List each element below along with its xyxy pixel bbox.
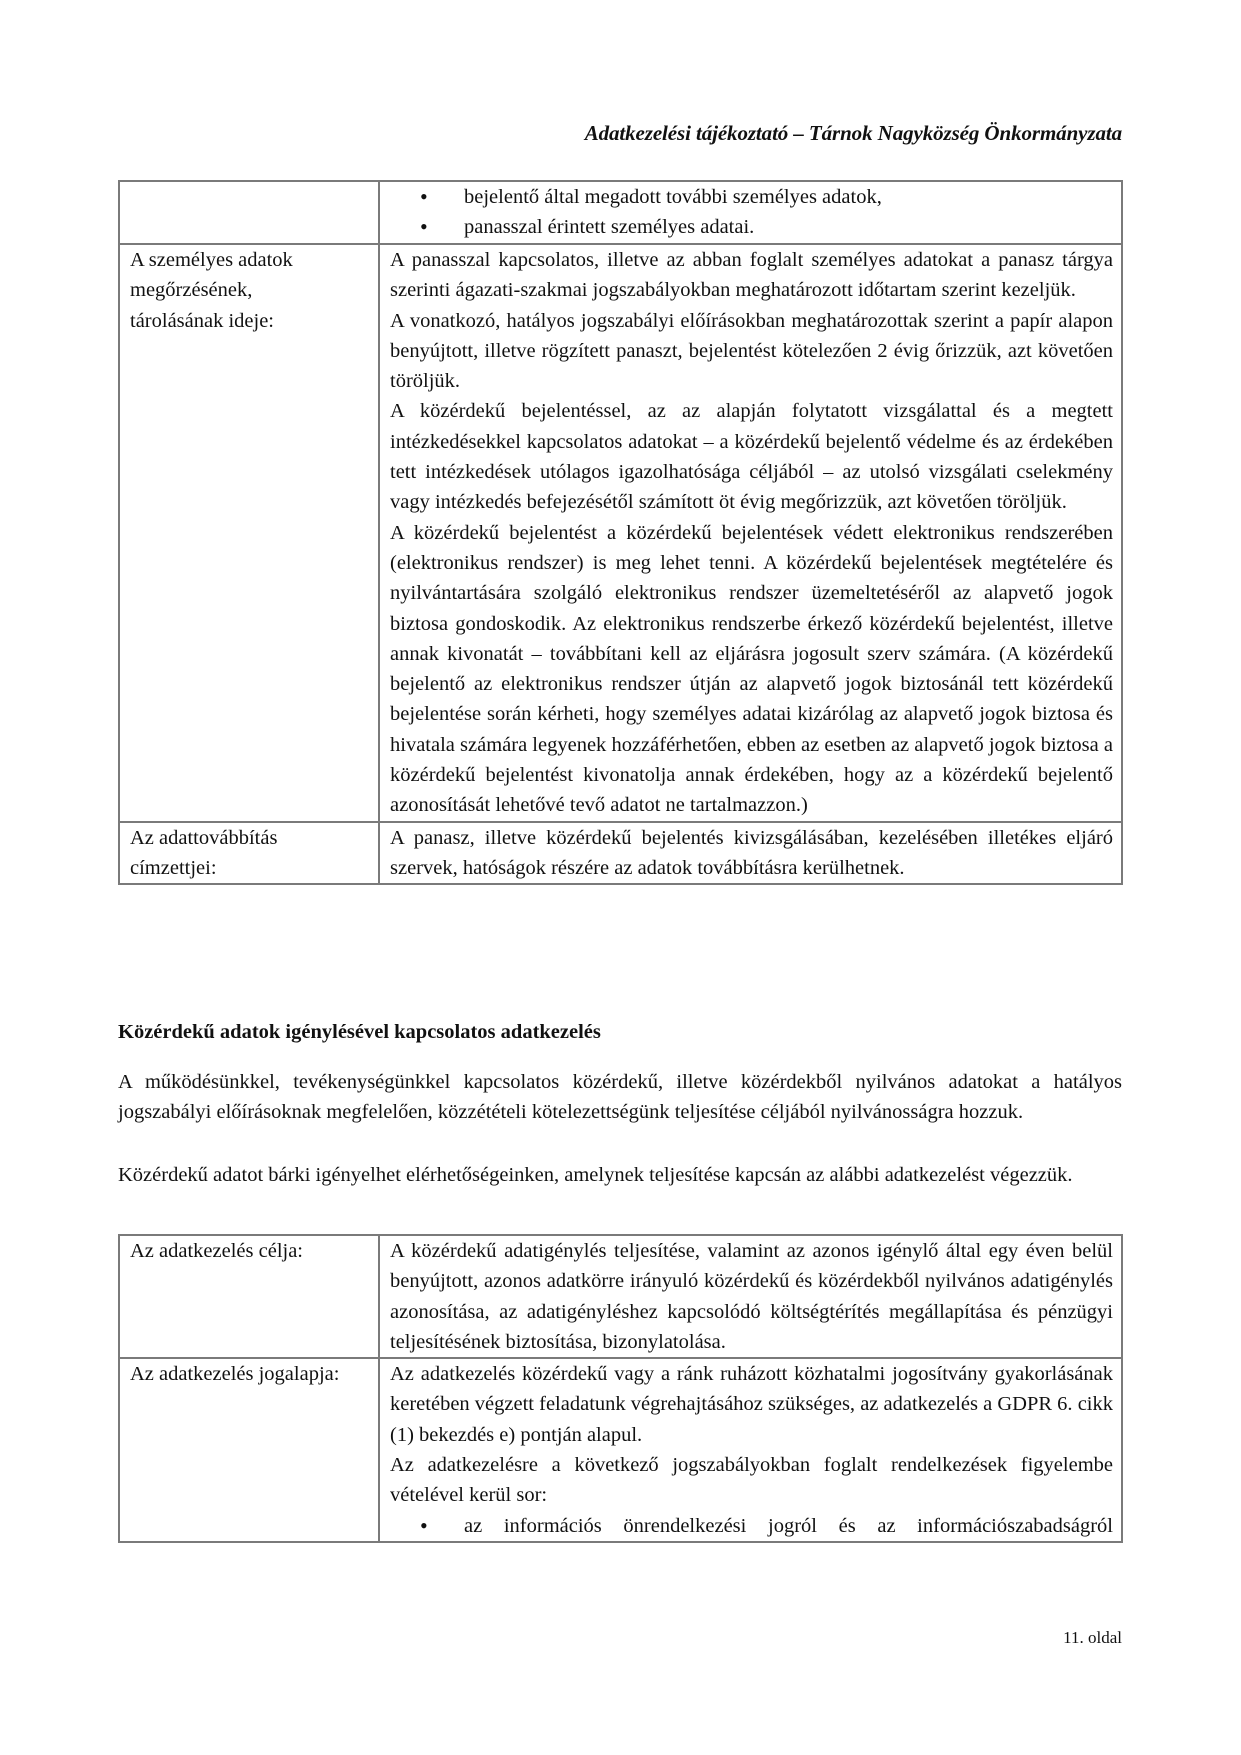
table-row (119, 244, 1122, 822)
table-cell-label (119, 822, 379, 885)
page-number: 11. oldal (1063, 1628, 1122, 1647)
label-line: tárolásának ideje: (130, 309, 275, 332)
bullet-list (390, 182, 1113, 243)
paragraph: Közérdekű adatot bárki igényelhet elérhetőségeinken, amelynek teljesítése kapcsán az alábbi adatkezelést végezzük. (118, 1164, 1073, 1186)
paragraph: A vonatkozó, hatályos jogszabályi előírásokban meghatározottak szerint a papír alapon benyújtott, illetve rögzített panaszt, bejelentést kötelezően 2 évig őrizzük, azt követően töröljük. (390, 309, 1113, 393)
table-cell-value (379, 822, 1122, 885)
data-table-public-data-requests (118, 1234, 1123, 1543)
list-item: • bejelentő által megadott további személyes adatok, (390, 182, 1113, 212)
table-cell-label (119, 244, 379, 822)
document-header-title: Adatkezelési tájékoztató – Tárnok Nagyközség Önkormányzata (584, 121, 1122, 145)
list-item: • panasszal érintett személyes adatai. (390, 212, 1113, 242)
table-cell-label: Az adatkezelés célja: (119, 1235, 379, 1358)
table-cell-value (379, 1235, 1122, 1358)
table-row (119, 1358, 1122, 1542)
table-cell-value (379, 181, 1122, 244)
table-row (119, 822, 1122, 885)
paragraph: Az adatkezelésre a következő jogszabályokban foglalt rendelkezések figyelembe vételével kerül sor: (390, 1454, 1113, 1507)
label-line: címzettjei: (130, 856, 217, 879)
bullet-list (390, 1511, 1113, 1541)
label-line: A személyes adatok (130, 249, 293, 271)
table-row (119, 181, 1122, 244)
data-table-complaints (118, 180, 1123, 885)
paragraph: A közérdekű bejelentést a közérdekű bejelentések védett elektronikus rendszerében (elektronikus rendszer) is meg lehet tenni. A közérdekű bejelentések megtételére és nyilvántartására szolgáló elektronikus rendszer üzemeltetéséről az alapvető jogok biztosa gondoskodik. Az elektronikus rendszerbe érkező közérdekű bejelentést, illetve annak kivonatát – továbbítani kell az eljárásra jogosult szerv számára. (A közérdekű bejelentő az elektronikus rendszer útján az alapvető jogok biztosánál tett közérdekű bejelentése során kérheti, hogy személyes adatai kizárólag az alapvető jogok biztosa és hivatala számára legyenek hozzáférhetően, ebben az esetben az alapvető jogok biztosa a közérdekű bejelentést kivonatolja annak érdekében, hogy az a közérdekű bejelentő azonosítását lehetővé tevő adatot ne tartalmazzon.) (390, 521, 1113, 817)
paragraph: A közérdekű adatigénylés teljesítése, valamint az azonos igénylő által egy éven belül benyújtott, azonos adatkörre irányuló közérdekű és közérdekből nyilvános adatigénylés azonosítása, az adatigényléshez kapcsolódó költségtérítés megállapítása és pénzügyi teljesítésének biztosítása, bizonylatolása. (390, 1240, 1113, 1353)
paragraph: A működésünkkel, tevékenységünkkel kapcsolatos közérdekű, illetve közérdekből nyilvános adatokat a hatályos jogszabályi előírásoknak megfelelően, közzétételi kötelezettségünk teljesítése céljából nyilvánosságra hozzuk. (118, 1071, 1122, 1124)
table-cell-value (379, 244, 1122, 822)
table-row (119, 1235, 1122, 1358)
label-line: megőrzésének, (130, 279, 253, 302)
section-heading: Közérdekű adatok igénylésével kapcsolatos adatkezelés (118, 1021, 601, 1043)
table-cell-label (119, 181, 379, 244)
table-cell-label: Az adatkezelés jogalapja: (119, 1358, 379, 1542)
paragraph: A közérdekű bejelentéssel, az az alapján folytatott vizsgálattal és a megtett intézkedésekkel kapcsolatos adatokat – a közérdekű bejelentő védelme és az érdekében tett intézkedések utólagos igazolhatósága céljából – az utolsó vizsgálati cselekmény vagy intézkedés befejezésétől számított öt évig megőrizzük, azt követően töröljük. (390, 400, 1113, 514)
paragraph: A panasz, illetve közérdekű bejelentés kivizsgálásában, kezelésében illetékes eljáró szervek, hatóságok részére az adatok továbbításra kerülhetnek. (390, 826, 1113, 879)
paragraph: A panasszal kapcsolatos, illetve az abban foglalt személyes adatokat a panasz tárgya szerinti ágazati-szakmai jogszabályokban meghatározott időtartam szerint kezeljük. (390, 249, 1113, 302)
table-cell-value (379, 1358, 1122, 1542)
paragraph: Az adatkezelés közérdekű vagy a ránk ruházott közhatalmi jogosítvány gyakorlásának keretében végzett feladatunk végrehajtásához szükséges, az adatkezelés a GDPR 6. cikk (1) bekezdés e) pontján alapul. (390, 1363, 1113, 1446)
label-line: Az adattovábbítás (130, 826, 278, 849)
list-item: • az információs önrendelkezési jogról és az információszabadságról (390, 1511, 1113, 1541)
